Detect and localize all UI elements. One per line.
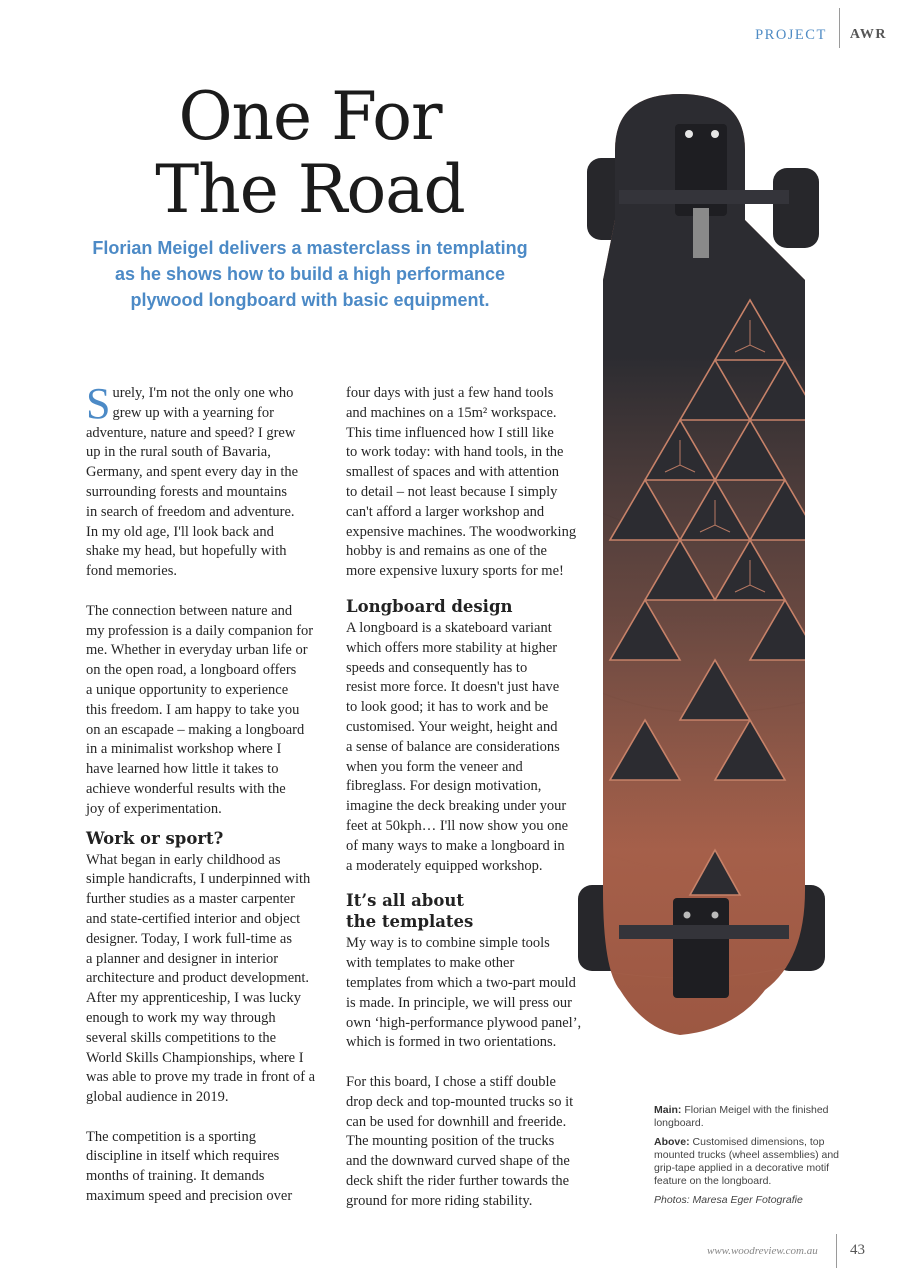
text-line: can't afford a larger workshop and [346,503,545,520]
text-line: urely, I'm not the only one who [112,385,294,401]
title-line: The Road [155,151,465,228]
text-line: on an escapade – making a longboard [86,721,305,738]
text-line: to work today: with hand tools, in the [346,444,564,461]
text-line: and the downward curved shape of the [346,1153,570,1170]
text-line: me. Whether in everyday urban life or [86,642,308,659]
photo-credit: Photos: Maresa Eger Fotografie [654,1194,803,1206]
text-line: In my old age, I'll look back and [86,523,274,540]
text-line: drop deck and top-mounted trucks so it [346,1093,574,1110]
article-title [100,80,520,226]
section-heading: Work or sport? [86,828,224,848]
text-line: surrounding forests and mountains [86,483,287,500]
heading-line: It’s all about [346,891,464,911]
paragraph [86,379,326,582]
standfirst-line: as he shows how to build a high performance [114,264,506,284]
text-line: to detail – not least because I simply [346,483,558,500]
text-line: up in the rural south of Bavaria, [86,444,271,461]
text-line: of many ways to make a longboard in [346,837,565,854]
paragraph [346,619,586,876]
paragraph [86,602,326,820]
paragraph [346,934,586,1053]
text-line: this freedom. I am happy to take you [86,701,300,718]
text-line: more expensive luxury sports for me! [346,563,564,580]
text-line: have learned how little it takes to [86,761,279,778]
text-line: architecture and product development. [86,970,310,987]
header-divider [839,8,840,48]
text-line: The connection between nature and [86,602,293,619]
text-line: imagine the deck breaking under your [346,798,567,815]
text-line: to look good; it has to work and be [346,699,549,716]
paragraph [86,851,326,1108]
caption-label: Main: [654,1104,682,1116]
footer-divider [836,1234,837,1268]
text-line: global audience in 2019. [86,1089,229,1106]
photo-captions [654,1104,854,1213]
text-line: achieve wonderful results with the [86,780,286,797]
text-line: several skills competitions to the [86,1029,277,1046]
text-line: when you form the veneer and [346,758,523,775]
text-line: a sense of balance are considerations [346,738,560,755]
text-line: A longboard is a skateboard variant [346,619,552,636]
text-line: What began in early childhood as [86,851,281,868]
text-line: which is formed in two orientations. [346,1034,557,1051]
text-line: discipline in itself which requires [86,1148,280,1165]
longboard-photo [575,90,835,1040]
text-line: feet at 50kph… I'll now show you one [346,817,569,834]
text-line: designer. Today, I work full-time as [86,930,292,947]
caption-text: Customised dimensions, top mounted trucks (wheel assemblies) and grip-tape applied in a decorative motif feature on the longboard. [654,1136,840,1187]
standfirst-line: plywood longboard with basic equipment. [130,290,490,310]
magazine-label: AWR [849,27,887,42]
text-line: fibreglass. For design motivation, [346,778,542,795]
caption-main [654,1104,854,1130]
section-label: PROJECT [755,26,827,43]
body-column-1 [86,379,326,1227]
text-line: hobby is and remains as one of the [346,543,547,560]
title-line: One For [178,78,442,155]
text-line: speeds and consequently has to [346,659,528,676]
page-number: 43 [850,1242,865,1258]
text-line: own ‘high-performance plywood panel’, [346,1014,582,1031]
text-line: deck shift the rider further towards the [346,1172,570,1189]
website-url[interactable]: www.woodreview.com.au [707,1245,818,1257]
text-line: a planner and designer in interior [86,950,279,967]
text-line: a moderately equipped workshop. [346,857,543,874]
text-line: This time influenced how I still like [346,424,554,441]
text-line: was able to prove my trade in front of a [86,1069,316,1086]
text-line: World Skills Championships, where I [86,1049,304,1066]
text-line: and machines on a 15m² workspace. [346,404,557,421]
standfirst [90,235,530,313]
text-line: further studies as a master carpenter [86,891,295,908]
text-line: maximum speed and precision over [86,1188,293,1205]
text-line: The mounting position of the trucks [346,1133,555,1150]
standfirst-line: Florian Meigel delivers a masterclass in templating [92,238,528,258]
page-header [755,22,887,48]
text-line: templates from which a two-part mould [346,974,576,991]
text-line: enough to work my way through [86,1009,276,1026]
text-line: and state-certified interior and object [86,910,301,927]
paragraph [346,384,586,582]
text-line: on the open road, a longboard offers [86,662,297,679]
text-line: The competition is a sporting [86,1128,256,1145]
section-heading [346,890,586,932]
paragraph [86,1128,326,1207]
text-line: simple handicrafts, I underpinned with [86,871,311,888]
caption-label: Above: [654,1136,690,1148]
paragraph [346,1073,586,1212]
text-line: my profession is a daily companion for [86,622,314,639]
text-line: shake my head, but hopefully with [86,543,287,560]
caption-above [654,1136,854,1188]
text-line: resist more force. It doesn't just have [346,679,560,696]
text-line: ground for more riding stability. [346,1192,533,1209]
text-line: Germany, and spent every day in the [86,464,299,481]
text-line: which offers more stability at higher [346,639,558,656]
text-line: can be used for downhill and freeride. [346,1113,567,1130]
drop-cap: S [86,379,111,428]
text-line: is made. In principle, we will press our [346,994,572,1011]
text-line: smallest of spaces and with attention [346,464,560,481]
text-line: grew up with a yearning for [112,404,274,421]
text-line: adventure, nature and speed? I grew [86,424,296,441]
text-line: joy of experimentation. [86,800,222,817]
text-line: in a minimalist workshop where I [86,741,282,758]
text-line: expensive machines. The woodworking [346,523,577,540]
text-line: a unique opportunity to experience [86,681,289,698]
text-line: months of training. It demands [86,1168,265,1185]
text-line: in search of freedom and adventure. [86,503,295,520]
body-column-2 [346,384,586,1231]
heading-line: the templates [346,912,474,932]
section-heading: Longboard design [346,596,513,616]
text-line: My way is to combine simple tools [346,935,550,952]
text-line: with templates to make other [346,955,515,972]
text-line: four days with just a few hand tools [346,385,554,401]
text-line: For this board, I chose a stiff double [346,1073,556,1090]
text-line: fond memories. [86,563,178,580]
wheel-front-right [773,168,819,248]
text-line: After my apprenticeship, I was lucky [86,990,302,1007]
text-line: customised. Your weight, height and [346,718,558,735]
caption-text: Florian Meigel with the finished longboard. [654,1104,829,1129]
